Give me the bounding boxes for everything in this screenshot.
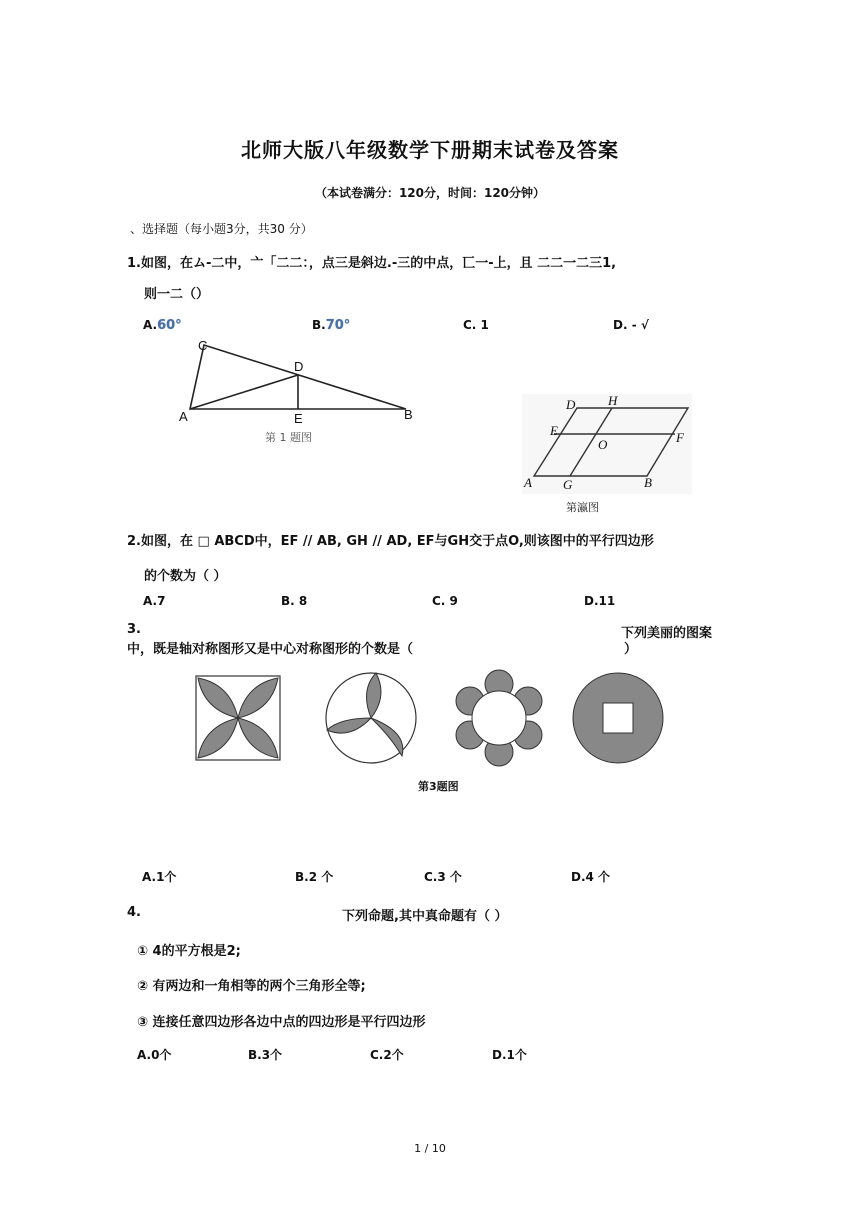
label-g: G — [563, 477, 573, 492]
q2-stem-line1: 2.如图，在 □ ABCD中，EF // AB, GH // AD, EF与GH交于点O,则该图中的平行四边形 — [127, 534, 654, 549]
label-e2: E — [550, 423, 558, 438]
label-d2: D — [566, 397, 576, 412]
label-b: B — [404, 407, 413, 422]
q1-figure-caption: 第 1 题图 — [265, 431, 312, 444]
q4-option-b: B.3个 — [248, 1048, 283, 1062]
pattern-square-leaves — [196, 676, 280, 760]
label-b2: B — [644, 475, 652, 490]
label-a: A — [179, 409, 188, 424]
pattern-flower — [456, 670, 542, 766]
q3-figure-caption: 第3题图 — [418, 780, 459, 793]
q4-item-1: ① 4的平方根是2; — [137, 944, 241, 959]
q2-option-c: C. 9 — [432, 594, 458, 608]
q3-option-c: C.3 个 — [424, 870, 462, 884]
q1-option-a-prefix: A. — [143, 318, 158, 332]
page-title: 北师大版八年级数学下册期末试卷及答案 — [241, 138, 619, 162]
label-c: C — [198, 338, 208, 353]
q1-option-d: D. - √ — [613, 318, 649, 332]
q3-number: 3. — [127, 622, 141, 637]
q1-option-a-value: 60° — [157, 318, 182, 333]
q4-item-3: ③ 连接任意四边形各边中点的四边形是平行四边形 — [137, 1015, 426, 1030]
q4-option-a: A.0个 — [137, 1048, 172, 1062]
q1-stem-line1: 1.如图，在ム-二中，亠「二二：，点三是斜边.-三的中点，匸一-上，且 二二一二三1, — [127, 256, 617, 271]
q1-option-c: C. 1 — [463, 318, 489, 332]
label-f: F — [676, 430, 684, 445]
q4-number: 4. — [127, 905, 141, 920]
q1-option-b-prefix: B. — [312, 318, 326, 332]
q1-option-a — [143, 318, 182, 333]
q4-stem: 下列命题,其中真命题有（ ） — [342, 909, 508, 924]
q1-option-b — [312, 318, 350, 333]
label-a2: A — [524, 475, 532, 490]
q2-figure-caption: 第瀛图 — [566, 501, 599, 514]
q4-item-2: ② 有两边和一角相等的两个三角形全等; — [137, 979, 366, 994]
q2-option-a: A.7 — [143, 594, 166, 608]
label-d: D — [294, 359, 304, 374]
q2-stem-line2: 的个数为（ ） — [144, 569, 227, 584]
q3-stem-right: 下列美丽的图案 — [621, 626, 713, 641]
exam-info: （本试卷满分：120分，时间：120分钟） — [314, 186, 546, 200]
label-e: E — [294, 411, 303, 426]
q4-option-c: C.2个 — [370, 1048, 404, 1062]
segment-ad — [190, 375, 298, 409]
pattern-coin — [573, 673, 663, 763]
q3-stem-line2: 中，既是轴对称图形又是中心对称图形的个数是（ — [127, 642, 414, 657]
q3-option-d: D.4 个 — [571, 870, 611, 884]
q2-option-b: B. 8 — [281, 594, 308, 608]
label-h: H — [608, 393, 618, 408]
pattern-circle-three-leaves — [326, 673, 416, 763]
q1-stem-line2: 则一二（） — [144, 287, 210, 302]
q4-option-d: D.1个 — [492, 1048, 527, 1062]
q3-patterns — [190, 668, 670, 768]
label-o: O — [598, 437, 608, 452]
section-heading: 、选择题（每小题3分，共30 分） — [130, 222, 313, 236]
page-number: 1 / 10 — [414, 1142, 446, 1155]
q3-option-a: A.1个 — [142, 870, 177, 884]
q3-option-b: B.2 个 — [295, 870, 334, 884]
q1-option-b-value: 70° — [325, 318, 351, 333]
q2-option-d: D.11 — [584, 594, 616, 608]
q3-close-paren: ） — [624, 642, 638, 657]
